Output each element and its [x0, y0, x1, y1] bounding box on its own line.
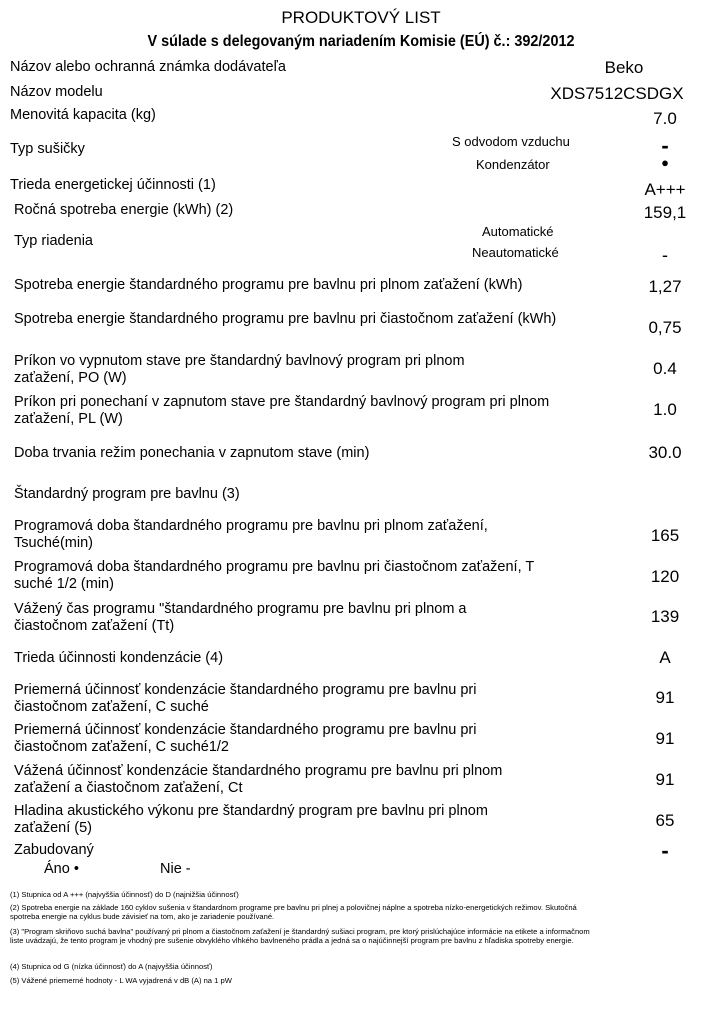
- model-label: Názov modelu: [10, 84, 103, 100]
- dryer-type-vented-label: S odvodom vzduchu: [452, 134, 570, 149]
- cond-weighted-value: 91: [655, 770, 675, 789]
- power-off-label: Príkon vo vypnutom stave pre štandardný bavlnový program pri plnom zaťažení, PO (W): [14, 353, 465, 386]
- power-left-on-label: Príkon pri ponechaní v zapnutom stave pre štandardný bavlnový program pri plnom zaťažení, PL (W): [14, 394, 550, 427]
- footnote-5: (5) Vážené priemerné hodnoty - L WA vyjadrená v dB (A) na 1 pW: [10, 976, 232, 985]
- control-type-manual-label: Neautomatické: [472, 245, 559, 260]
- built-in-label: Zabudovaný: [14, 842, 94, 858]
- built-in-yes: Áno •: [44, 861, 79, 877]
- cond-full-label: Priemerná účinnosť kondenzácie štandardného programu pre bavlnu pri čiastočnom zaťažení, C suché: [14, 682, 477, 715]
- energy-partial-value: 0,75: [648, 318, 682, 337]
- footnote-3: (3) "Program skriňovo suchá bavlna" používaný pri plnom a čiastočnom zaťažení je štandardný sušiaci program, pre ktorý prislúchajúce informácie na etikete a informačnom liste uvádzajú, že tento program je vhodný pre sušenie obvyklého vlhkého bavlneného prádla a jedná sa o najúčinnejší program pre bavlnu z hľadiska spotreby energie.: [10, 927, 590, 946]
- energy-full-label: Spotreba energie štandardného programu pre bavlnu pri plnom zaťažení (kWh): [14, 277, 523, 293]
- footnote-2: (2) Spotreba energie na základe 160 cyklov sušenia v štandardnom programe pre bavlnu pri plnej a polovičnej náplne a spotreba nízko-energetických režimov. Skutočná spotreba energie na cyklus bude závisieť na tom, ako je zariadenie používané.: [10, 903, 577, 922]
- page-title: PRODUKTOVÝ LIST: [281, 8, 441, 27]
- built-in-value: -: [661, 838, 669, 863]
- left-on-duration-value: 30.0: [648, 443, 682, 462]
- cond-partial-label: Priemerná účinnosť kondenzácie štandardného programu pre bavlnu pri čiastočnom zaťažení, C suché1/2: [14, 722, 477, 755]
- dryer-type-condenser-label: Kondenzátor: [476, 157, 550, 172]
- cond-weighted-label: Vážená účinnosť kondenzácie štandardného programu pre bavlnu pri plnom zaťažení a čiastočnom zaťažení, Ct: [14, 763, 503, 796]
- power-off-value: 0.4: [653, 359, 677, 378]
- cond-full-value: 91: [655, 688, 675, 707]
- time-full-label: Programová doba štandardného programu pre bavlnu pri plnom zaťažení, Tsuché(min): [14, 518, 488, 551]
- noise-value: 65: [655, 811, 675, 830]
- standard-program-heading: Štandardný program pre bavlnu (3): [14, 486, 240, 502]
- control-type-auto-label: Automatické: [482, 224, 554, 239]
- energy-class-value: A+++: [644, 180, 686, 199]
- dryer-type-condenser-value: ●: [661, 155, 669, 170]
- energy-class-label: Trieda energetickej účinnosti (1): [10, 177, 216, 193]
- power-left-on-value: 1.0: [653, 400, 677, 419]
- footnote-1: (1) Stupnica od A +++ (najvyššia účinnosť) do D (najnižšia účinnosť): [10, 890, 239, 899]
- time-full-value: 165: [650, 526, 680, 545]
- model-value: XDS7512CSDGX: [550, 84, 684, 103]
- annual-energy-label: Ročná spotreba energie (kWh) (2): [14, 202, 234, 218]
- time-partial-value: 120: [650, 567, 680, 586]
- footnote-4: (4) Stupnica od G (nízka účinnosť) do A (najvyššia účinnosť): [10, 962, 213, 971]
- weighted-time-value: 139: [650, 607, 680, 626]
- supplier-label: Názov alebo ochranná známka dodávateľa: [10, 59, 286, 75]
- condensation-class-label: Trieda účinnosti kondenzácie (4): [14, 650, 224, 666]
- energy-full-value: 1,27: [648, 277, 682, 296]
- noise-label: Hladina akustického výkonu pre štandardný program pre bavlnu pri plnom zaťažení (5): [14, 803, 488, 836]
- left-on-duration-label: Doba trvania režim ponechania v zapnutom stave (min): [14, 445, 370, 461]
- dryer-type-label: Typ sušičky: [10, 141, 85, 157]
- supplier-value: Beko: [604, 58, 644, 77]
- capacity-value: 7.0: [653, 109, 677, 128]
- capacity-label: Menovitá kapacita (kg): [10, 107, 156, 123]
- annual-energy-value: 159,1: [643, 203, 687, 222]
- built-in-no: Nie -: [160, 861, 191, 877]
- cond-partial-value: 91: [655, 729, 675, 748]
- energy-partial-label: Spotreba energie štandardného programu pre bavlnu pri čiastočnom zaťažení (kWh): [14, 311, 557, 327]
- time-partial-label: Programová doba štandardného programu pre bavlnu pri čiastočnom zaťažení, T suché 1/2 (min): [14, 559, 534, 592]
- dryer-type-vented-value: -: [661, 133, 669, 158]
- control-type-label: Typ riadenia: [14, 233, 93, 249]
- control-type-manual-value: -: [662, 245, 668, 265]
- regulation-subtitle: V súlade s delegovaným nariadením Komisie (EÚ) č.: 392/2012: [147, 33, 575, 50]
- condensation-class-value: A: [659, 648, 671, 667]
- weighted-time-label: Vážený čas programu "štandardného programu pre bavlnu pri plnom a čiastočnom zaťažení (Tt): [14, 601, 467, 634]
